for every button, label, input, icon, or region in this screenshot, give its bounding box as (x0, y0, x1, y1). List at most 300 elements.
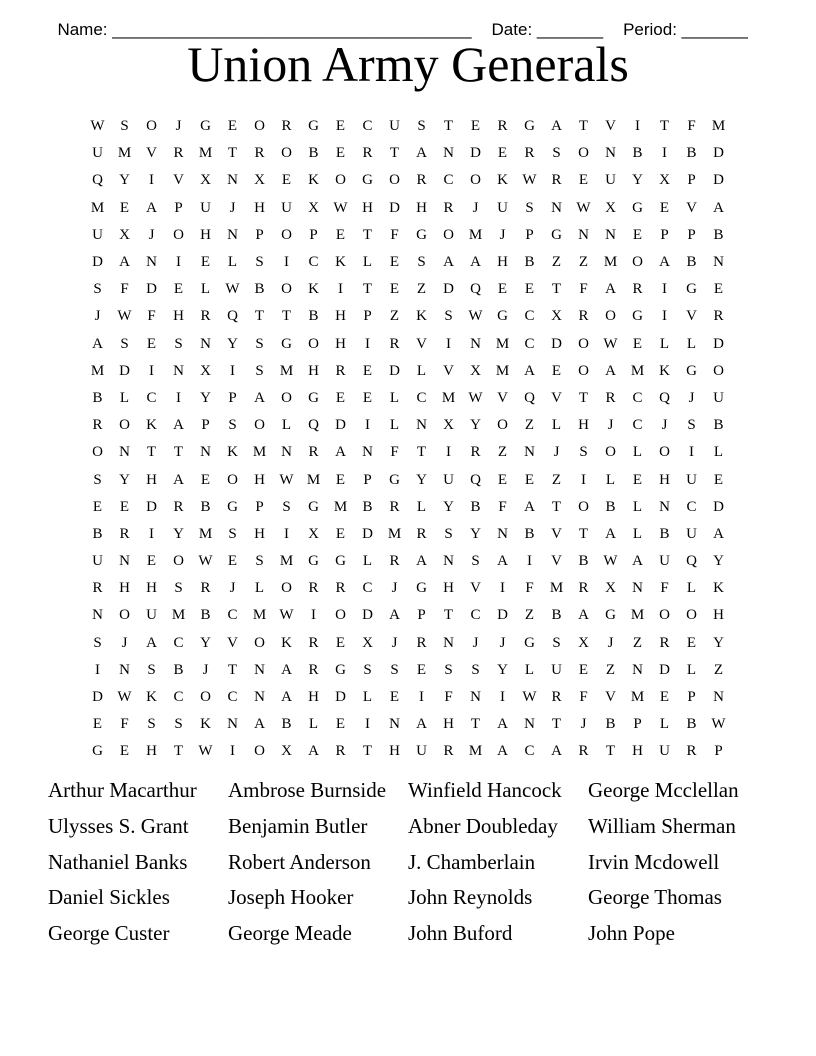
grid-letter[interactable]: O (335, 172, 346, 189)
grid-letter[interactable]: N (119, 444, 130, 461)
grid-letter[interactable]: G (497, 308, 508, 325)
grid-letter[interactable]: T (227, 145, 238, 162)
grid-letter[interactable]: C (362, 118, 373, 135)
grid-letter[interactable]: K (497, 172, 508, 189)
grid-letter[interactable]: G (389, 471, 400, 488)
grid-letter[interactable]: A (470, 254, 481, 271)
grid-letter[interactable]: U (551, 661, 562, 678)
grid-letter[interactable]: N (416, 417, 427, 434)
grid-letter[interactable]: N (92, 607, 103, 624)
grid-letter[interactable]: M (495, 362, 510, 379)
grid-letter[interactable]: G (605, 607, 616, 624)
grid-letter[interactable]: I (149, 172, 154, 189)
grid-letter[interactable]: M (495, 335, 510, 352)
grid-letter[interactable]: W (603, 335, 618, 352)
grid-letter[interactable]: U (416, 743, 427, 760)
grid-letter[interactable]: I (365, 716, 370, 733)
grid-letter[interactable]: A (551, 118, 562, 135)
grid-letter[interactable]: J (391, 580, 398, 597)
grid-letter[interactable]: E (200, 471, 211, 488)
grid-letter[interactable]: G (308, 498, 319, 515)
grid-letter[interactable]: D (362, 525, 373, 542)
grid-letter[interactable]: J (175, 118, 182, 135)
grid-letter[interactable]: P (660, 226, 669, 243)
grid-letter[interactable]: R (308, 444, 319, 461)
grid-letter[interactable]: Z (605, 661, 616, 678)
grid-letter[interactable]: E (227, 553, 238, 570)
grid-letter[interactable]: E (578, 172, 589, 189)
grid-letter[interactable]: V (551, 553, 562, 570)
grid-letter[interactable]: Q (308, 417, 319, 434)
grid-letter[interactable]: D (443, 281, 454, 298)
grid-letter[interactable]: R (119, 525, 130, 542)
grid-letter[interactable]: E (335, 716, 346, 733)
grid-letter[interactable]: G (524, 118, 535, 135)
grid-letter[interactable]: P (687, 226, 696, 243)
grid-letter[interactable]: N (281, 444, 292, 461)
grid-letter[interactable]: I (662, 308, 667, 325)
grid-letter[interactable]: O (335, 607, 346, 624)
grid-letter[interactable]: O (686, 607, 697, 624)
grid-letter[interactable]: H (416, 199, 427, 216)
grid-letter[interactable]: L (686, 580, 697, 597)
grid-letter[interactable]: L (362, 553, 373, 570)
grid-letter[interactable]: N (200, 444, 211, 461)
grid-letter[interactable]: B (686, 145, 697, 162)
grid-letter[interactable]: N (200, 335, 211, 352)
grid-letter[interactable]: A (713, 199, 724, 216)
grid-letter[interactable]: O (254, 118, 265, 135)
grid-letter[interactable]: O (713, 362, 724, 379)
grid-letter[interactable]: M (630, 607, 645, 624)
grid-letter[interactable]: V (416, 335, 427, 352)
grid-letter[interactable]: O (281, 226, 292, 243)
grid-letter[interactable]: I (284, 525, 289, 542)
grid-letter[interactable]: N (119, 553, 130, 570)
grid-letter[interactable]: D (497, 607, 508, 624)
grid-letter[interactable]: N (713, 689, 724, 706)
grid-letter[interactable]: O (578, 145, 589, 162)
grid-letter[interactable]: M (549, 580, 564, 597)
grid-letter[interactable]: K (416, 308, 427, 325)
grid-letter[interactable]: J (472, 199, 479, 216)
grid-letter[interactable]: R (416, 634, 427, 651)
grid-letter[interactable]: B (713, 417, 724, 434)
grid-letter[interactable]: N (470, 335, 481, 352)
grid-letter[interactable]: C (524, 743, 535, 760)
grid-letter[interactable]: Y (713, 634, 724, 651)
grid-letter[interactable]: M (117, 145, 132, 162)
grid-letter[interactable]: R (605, 389, 616, 406)
grid-letter[interactable]: S (93, 471, 102, 488)
grid-letter[interactable]: N (605, 145, 616, 162)
grid-letter[interactable]: G (92, 743, 103, 760)
grid-letter[interactable]: F (120, 281, 129, 298)
grid-letter[interactable]: H (146, 580, 157, 597)
grid-letter[interactable]: W (279, 471, 294, 488)
grid-letter[interactable]: E (200, 254, 211, 271)
grid-letter[interactable]: I (230, 743, 235, 760)
grid-letter[interactable]: E (281, 172, 292, 189)
grid-letter[interactable]: F (498, 498, 507, 515)
grid-letter[interactable]: S (552, 634, 561, 651)
grid-letter[interactable]: B (524, 254, 535, 271)
grid-letter[interactable]: F (390, 226, 399, 243)
grid-letter[interactable]: P (201, 417, 210, 434)
grid-letter[interactable]: U (200, 199, 211, 216)
grid-letter[interactable]: X (254, 172, 265, 189)
grid-letter[interactable]: E (713, 471, 724, 488)
grid-letter[interactable]: V (686, 199, 697, 216)
grid-letter[interactable]: J (94, 308, 101, 325)
grid-letter[interactable]: E (632, 226, 643, 243)
grid-letter[interactable]: H (389, 743, 400, 760)
grid-letter[interactable]: V (605, 689, 616, 706)
grid-letter[interactable]: X (362, 634, 373, 651)
grid-letter[interactable]: X (551, 308, 562, 325)
grid-letter[interactable]: A (254, 716, 265, 733)
grid-letter[interactable]: I (419, 689, 424, 706)
grid-letter[interactable]: R (632, 281, 643, 298)
grid-letter[interactable]: J (580, 716, 587, 733)
grid-letter[interactable]: B (659, 525, 670, 542)
grid-letter[interactable]: B (254, 281, 265, 298)
grid-letter[interactable]: D (659, 661, 670, 678)
grid-letter[interactable]: X (578, 634, 589, 651)
grid-letter[interactable]: I (338, 281, 343, 298)
grid-letter[interactable]: M (252, 607, 267, 624)
grid-letter[interactable]: S (417, 118, 426, 135)
grid-letter[interactable]: R (254, 145, 265, 162)
grid-letter[interactable]: J (202, 661, 209, 678)
grid-letter[interactable]: E (173, 281, 184, 298)
grid-letter[interactable]: B (605, 716, 616, 733)
grid-letter[interactable]: J (661, 417, 668, 434)
grid-letter[interactable]: R (308, 580, 319, 597)
grid-letter[interactable]: H (119, 580, 130, 597)
grid-letter[interactable]: L (686, 335, 697, 352)
grid-letter[interactable]: W (225, 281, 240, 298)
grid-letter[interactable]: R (578, 743, 589, 760)
grid-letter[interactable]: C (470, 607, 481, 624)
grid-letter[interactable]: G (632, 199, 643, 216)
grid-letter[interactable]: N (254, 689, 265, 706)
grid-letter[interactable]: M (279, 362, 294, 379)
name-field-label[interactable]: Name: ______________________________________ (57, 20, 472, 39)
grid-letter[interactable]: V (470, 580, 481, 597)
grid-letter[interactable]: H (146, 471, 157, 488)
grid-letter[interactable]: Y (173, 525, 184, 542)
grid-letter[interactable]: M (630, 362, 645, 379)
grid-letter[interactable]: A (632, 553, 643, 570)
grid-letter[interactable]: R (470, 444, 481, 461)
grid-letter[interactable]: L (416, 362, 427, 379)
grid-letter[interactable]: Y (632, 172, 643, 189)
grid-letter[interactable]: X (659, 172, 670, 189)
grid-letter[interactable]: W (711, 716, 726, 733)
grid-letter[interactable]: S (120, 335, 129, 352)
grid-letter[interactable]: U (686, 525, 697, 542)
grid-letter[interactable]: H (254, 525, 265, 542)
grid-letter[interactable]: H (659, 471, 670, 488)
grid-letter[interactable]: P (714, 743, 723, 760)
grid-letter[interactable]: C (632, 389, 643, 406)
grid-letter[interactable]: A (173, 417, 184, 434)
grid-letter[interactable]: M (441, 389, 456, 406)
grid-letter[interactable]: P (363, 308, 372, 325)
grid-letter[interactable]: N (119, 661, 130, 678)
grid-letter[interactable]: F (120, 716, 129, 733)
grid-letter[interactable]: N (227, 226, 238, 243)
grid-letter[interactable]: Y (227, 335, 238, 352)
grid-letter[interactable]: M (468, 743, 483, 760)
grid-letter[interactable]: H (443, 716, 454, 733)
grid-letter[interactable]: D (335, 689, 346, 706)
grid-letter[interactable]: T (254, 308, 265, 325)
grid-letter[interactable]: R (389, 335, 400, 352)
grid-letter[interactable]: R (389, 498, 400, 515)
grid-letter[interactable]: I (230, 362, 235, 379)
grid-letter[interactable]: C (632, 417, 643, 434)
grid-letter[interactable]: N (632, 661, 643, 678)
grid-letter[interactable]: O (281, 145, 292, 162)
grid-letter[interactable]: X (119, 226, 130, 243)
grid-letter[interactable]: B (470, 498, 481, 515)
grid-letter[interactable]: E (470, 118, 481, 135)
grid-letter[interactable]: O (578, 498, 589, 515)
grid-letter[interactable]: R (308, 634, 319, 651)
grid-letter[interactable]: A (308, 743, 319, 760)
grid-letter[interactable]: A (659, 254, 670, 271)
grid-letter[interactable]: Z (416, 281, 427, 298)
grid-letter[interactable]: U (686, 471, 697, 488)
grid-letter[interactable]: V (605, 118, 616, 135)
grid-letter[interactable]: P (633, 716, 642, 733)
grid-letter[interactable]: N (632, 580, 643, 597)
grid-letter[interactable]: L (686, 661, 697, 678)
grid-letter[interactable]: T (416, 444, 427, 461)
grid-letter[interactable]: E (524, 281, 535, 298)
grid-letter[interactable]: W (576, 199, 591, 216)
date-field-label[interactable]: Date: _______ (491, 20, 604, 39)
grid-letter[interactable]: H (362, 199, 373, 216)
grid-letter[interactable]: W (198, 553, 213, 570)
grid-letter[interactable]: T (173, 743, 184, 760)
grid-letter[interactable]: E (362, 362, 373, 379)
grid-letter[interactable]: F (390, 444, 399, 461)
grid-letter[interactable]: E (632, 471, 643, 488)
grid-letter[interactable]: T (443, 118, 454, 135)
grid-letter[interactable]: I (149, 362, 154, 379)
grid-letter[interactable]: M (171, 607, 186, 624)
grid-letter[interactable]: U (92, 145, 103, 162)
grid-letter[interactable]: K (308, 281, 319, 298)
grid-letter[interactable]: O (254, 634, 265, 651)
grid-letter[interactable]: J (607, 417, 614, 434)
grid-letter[interactable]: J (391, 634, 398, 651)
grid-letter[interactable]: R (92, 580, 103, 597)
grid-letter[interactable]: M (90, 362, 105, 379)
grid-letter[interactable]: L (632, 525, 643, 542)
grid-letter[interactable]: C (524, 335, 535, 352)
grid-letter[interactable]: I (284, 254, 289, 271)
grid-letter[interactable]: X (443, 417, 454, 434)
grid-letter[interactable]: R (335, 362, 346, 379)
grid-letter[interactable]: A (578, 607, 589, 624)
grid-letter[interactable]: X (308, 199, 319, 216)
grid-letter[interactable]: X (605, 580, 616, 597)
grid-letter[interactable]: N (524, 444, 535, 461)
grid-letter[interactable]: R (362, 145, 373, 162)
grid-letter[interactable]: D (713, 172, 724, 189)
grid-letter[interactable]: X (605, 199, 616, 216)
grid-letter[interactable]: O (281, 389, 292, 406)
grid-letter[interactable]: E (92, 498, 103, 515)
grid-letter[interactable]: W (90, 118, 105, 135)
grid-letter[interactable]: O (578, 362, 589, 379)
grid-letter[interactable]: I (365, 417, 370, 434)
grid-letter[interactable]: U (92, 553, 103, 570)
grid-letter[interactable]: E (335, 634, 346, 651)
grid-letter[interactable]: S (471, 661, 480, 678)
grid-letter[interactable]: G (416, 226, 427, 243)
grid-letter[interactable]: R (443, 743, 454, 760)
grid-letter[interactable]: V (227, 634, 238, 651)
grid-letter[interactable]: A (497, 553, 508, 570)
grid-letter[interactable]: F (687, 118, 696, 135)
grid-letter[interactable]: E (686, 634, 697, 651)
grid-letter[interactable]: N (497, 525, 508, 542)
grid-letter[interactable]: X (200, 362, 211, 379)
grid-letter[interactable]: C (443, 172, 454, 189)
grid-letter[interactable]: L (362, 689, 373, 706)
grid-letter[interactable]: U (497, 199, 508, 216)
grid-letter[interactable]: G (308, 389, 319, 406)
grid-letter[interactable]: A (443, 254, 454, 271)
grid-letter[interactable]: L (659, 335, 670, 352)
grid-letter[interactable]: I (662, 281, 667, 298)
grid-letter[interactable]: S (687, 417, 696, 434)
grid-letter[interactable]: T (362, 281, 373, 298)
grid-letter[interactable]: S (417, 254, 426, 271)
grid-letter[interactable]: I (176, 389, 181, 406)
grid-letter[interactable]: M (333, 498, 348, 515)
grid-letter[interactable]: W (117, 308, 132, 325)
grid-letter[interactable]: K (308, 172, 319, 189)
grid-letter[interactable]: A (497, 743, 508, 760)
grid-letter[interactable]: L (659, 716, 670, 733)
grid-letter[interactable]: E (497, 471, 508, 488)
grid-letter[interactable]: E (713, 281, 724, 298)
grid-letter[interactable]: S (444, 308, 453, 325)
grid-letter[interactable]: P (309, 226, 318, 243)
grid-letter[interactable]: R (686, 743, 697, 760)
grid-letter[interactable]: O (659, 607, 670, 624)
grid-letter[interactable]: A (605, 362, 616, 379)
grid-letter[interactable]: M (198, 145, 213, 162)
grid-letter[interactable]: R (200, 580, 211, 597)
grid-letter[interactable]: O (281, 580, 292, 597)
grid-letter[interactable]: V (443, 362, 454, 379)
grid-letter[interactable]: C (416, 389, 427, 406)
grid-letter[interactable]: O (92, 444, 103, 461)
grid-letter[interactable]: Z (551, 471, 562, 488)
grid-letter[interactable]: H (254, 471, 265, 488)
grid-letter[interactable]: X (470, 362, 481, 379)
grid-letter[interactable]: S (93, 634, 102, 651)
grid-letter[interactable]: H (308, 689, 319, 706)
grid-letter[interactable]: T (281, 308, 292, 325)
grid-letter[interactable]: R (173, 498, 184, 515)
grid-letter[interactable]: G (362, 172, 373, 189)
grid-letter[interactable]: X (281, 743, 292, 760)
grid-letter[interactable]: T (551, 498, 562, 515)
grid-letter[interactable]: G (281, 335, 292, 352)
grid-letter[interactable]: G (308, 118, 319, 135)
grid-letter[interactable]: T (578, 389, 589, 406)
grid-letter[interactable]: I (311, 607, 316, 624)
grid-letter[interactable]: A (551, 743, 562, 760)
grid-letter[interactable]: R (578, 308, 589, 325)
grid-letter[interactable]: C (308, 254, 319, 271)
grid-letter[interactable]: I (635, 118, 640, 135)
grid-letter[interactable]: O (119, 417, 130, 434)
grid-letter[interactable]: B (308, 145, 319, 162)
grid-letter[interactable]: T (605, 743, 616, 760)
grid-letter[interactable]: K (200, 716, 211, 733)
grid-letter[interactable]: E (335, 145, 346, 162)
grid-letter[interactable]: N (254, 661, 265, 678)
grid-letter[interactable]: Y (497, 661, 508, 678)
grid-letter[interactable]: A (389, 607, 400, 624)
grid-letter[interactable]: V (173, 172, 184, 189)
grid-letter[interactable]: E (659, 199, 670, 216)
grid-letter[interactable]: A (416, 553, 427, 570)
grid-letter[interactable]: B (362, 498, 373, 515)
grid-letter[interactable]: D (92, 254, 103, 271)
grid-letter[interactable]: N (227, 716, 238, 733)
grid-letter[interactable]: B (308, 308, 319, 325)
grid-letter[interactable]: R (551, 172, 562, 189)
grid-letter[interactable]: F (579, 281, 588, 298)
grid-letter[interactable]: E (497, 145, 508, 162)
grid-letter[interactable]: B (713, 226, 724, 243)
grid-letter[interactable]: G (551, 226, 562, 243)
grid-letter[interactable]: Y (443, 498, 454, 515)
grid-letter[interactable]: N (578, 226, 589, 243)
grid-letter[interactable]: I (149, 525, 154, 542)
grid-letter[interactable]: S (552, 145, 561, 162)
grid-letter[interactable]: H (713, 607, 724, 624)
grid-letter[interactable]: S (174, 716, 183, 733)
grid-letter[interactable]: J (121, 634, 128, 651)
grid-letter[interactable]: M (252, 444, 267, 461)
grid-letter[interactable]: O (632, 254, 643, 271)
grid-letter[interactable]: Z (389, 308, 400, 325)
grid-letter[interactable]: N (443, 145, 454, 162)
grid-letter[interactable]: M (198, 525, 213, 542)
grid-letter[interactable]: B (686, 716, 697, 733)
grid-letter[interactable]: E (416, 661, 427, 678)
grid-letter[interactable]: Q (470, 471, 481, 488)
grid-letter[interactable]: B (92, 389, 103, 406)
grid-letter[interactable]: D (389, 199, 400, 216)
grid-letter[interactable]: E (119, 498, 130, 515)
grid-letter[interactable]: N (470, 689, 481, 706)
grid-letter[interactable]: O (227, 471, 238, 488)
grid-letter[interactable]: F (147, 308, 156, 325)
grid-letter[interactable]: P (228, 389, 237, 406)
